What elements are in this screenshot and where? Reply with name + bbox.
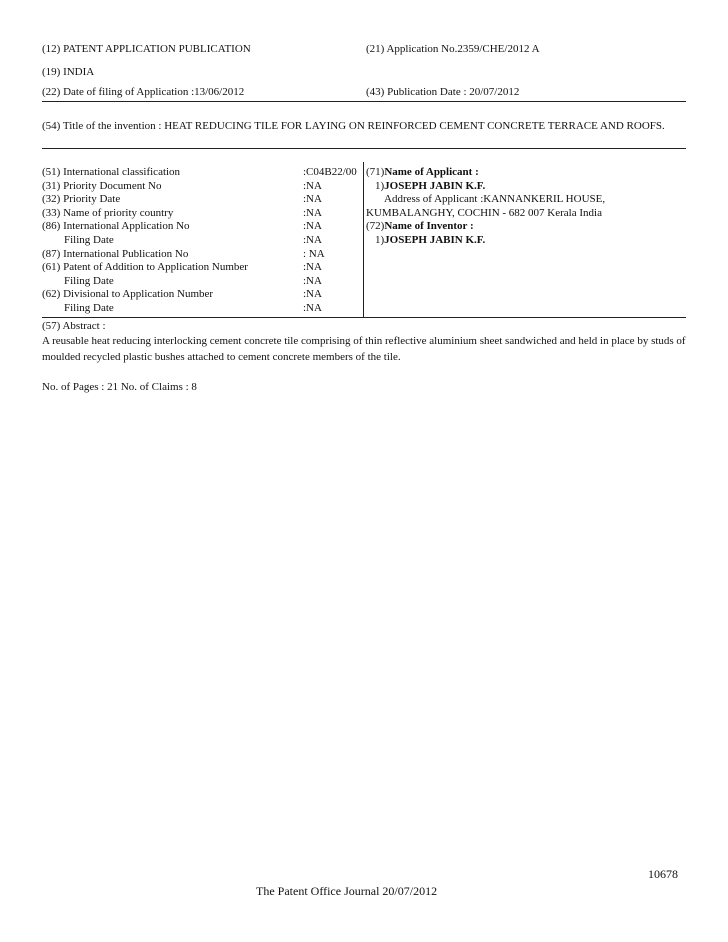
field-label: (31) Priority Document No xyxy=(42,180,162,192)
field-value: :NA xyxy=(303,288,322,300)
field-label: (51) International classification xyxy=(42,166,181,178)
publication-date: (43) Publication Date : 20/07/2012 xyxy=(366,86,520,98)
country: (19) INDIA xyxy=(42,66,95,78)
field-label: (86) International Application No xyxy=(42,220,190,232)
divider-line xyxy=(42,101,686,102)
field-value: :NA xyxy=(303,261,322,273)
field-row xyxy=(42,288,686,302)
divider-line xyxy=(42,148,686,149)
abstract-heading: (57) Abstract : xyxy=(42,320,106,332)
field-label: (33) Name of priority country xyxy=(42,207,174,219)
field-value: :NA xyxy=(303,234,322,246)
field-label: (61) Patent of Addition to Application Number xyxy=(42,261,248,273)
application-number: (21) Application No.2359/CHE/2012 A xyxy=(366,43,540,55)
pages-and-claims: No. of Pages : 21 No. of Claims : 8 xyxy=(42,381,197,393)
field-value: :NA xyxy=(303,275,322,287)
applicant-address-line1: Address of Applicant :KANNANKERIL HOUSE, xyxy=(384,193,606,205)
field-label: Filing Date xyxy=(64,234,114,246)
field-value: : NA xyxy=(303,248,325,260)
field-label: (32) Priority Date xyxy=(42,193,121,205)
invention-title: (54) Title of the invention : HEAT REDUCING TILE FOR LAYING ON REINFORCED CEMENT CONCRETE TERRACE AND ROOFS. xyxy=(42,120,665,132)
abstract-text: A reusable heat reducing interlocking cement concrete tile comprising of thin reflective aluminium sheet sandwiched and held in place by studs of moulded recycled plastic bushes attached to cement concrete members of the tile. xyxy=(42,335,686,363)
filing-date: (22) Date of filing of Application :13/06/2012 xyxy=(42,86,245,98)
applicant-address-line2: KUMBALANGHY, COCHIN - 682 007 Kerala India xyxy=(366,207,602,219)
inventor-code: (72) xyxy=(366,220,385,232)
field-label: (62) Divisional to Application Number xyxy=(42,288,214,300)
field-row xyxy=(42,220,686,234)
applicant-number: 1) xyxy=(375,180,385,192)
field-label: Filing Date xyxy=(64,275,114,287)
journal-footer: The Patent Office Journal 20/07/2012 xyxy=(256,884,438,898)
field-value: :C04B22/00 xyxy=(303,166,357,178)
applicant-heading-label: Name of Applicant : xyxy=(384,166,479,178)
publication-type: (12) PATENT APPLICATION PUBLICATION xyxy=(42,43,251,55)
field-value: :NA xyxy=(303,193,322,205)
column-divider xyxy=(363,162,364,317)
field-value: :NA xyxy=(303,180,322,192)
inventor-name xyxy=(375,234,485,246)
applicant-name xyxy=(375,180,485,192)
applicant-heading xyxy=(366,166,479,178)
field-label: (87) International Publication No xyxy=(42,248,189,260)
field-row xyxy=(42,248,686,262)
inventor-heading-label: Name of Inventor : xyxy=(384,220,474,232)
field-row xyxy=(42,302,686,316)
inventor-heading xyxy=(366,220,474,232)
field-row xyxy=(42,261,686,275)
field-row xyxy=(42,166,686,180)
field-value: :NA xyxy=(303,207,322,219)
field-label: Filing Date xyxy=(64,302,114,314)
inventor-number: 1) xyxy=(375,234,385,246)
field-value: :NA xyxy=(303,220,322,232)
inventor-name-text: JOSEPH JABIN K.F. xyxy=(384,234,486,246)
field-row xyxy=(42,234,686,248)
applicant-name-text: JOSEPH JABIN K.F. xyxy=(384,180,486,192)
applicant-code: (71) xyxy=(366,166,385,178)
field-row xyxy=(42,275,686,289)
field-row xyxy=(42,180,686,194)
page-number: 10678 xyxy=(648,867,678,881)
field-value: :NA xyxy=(303,302,322,314)
divider-line xyxy=(42,317,686,318)
